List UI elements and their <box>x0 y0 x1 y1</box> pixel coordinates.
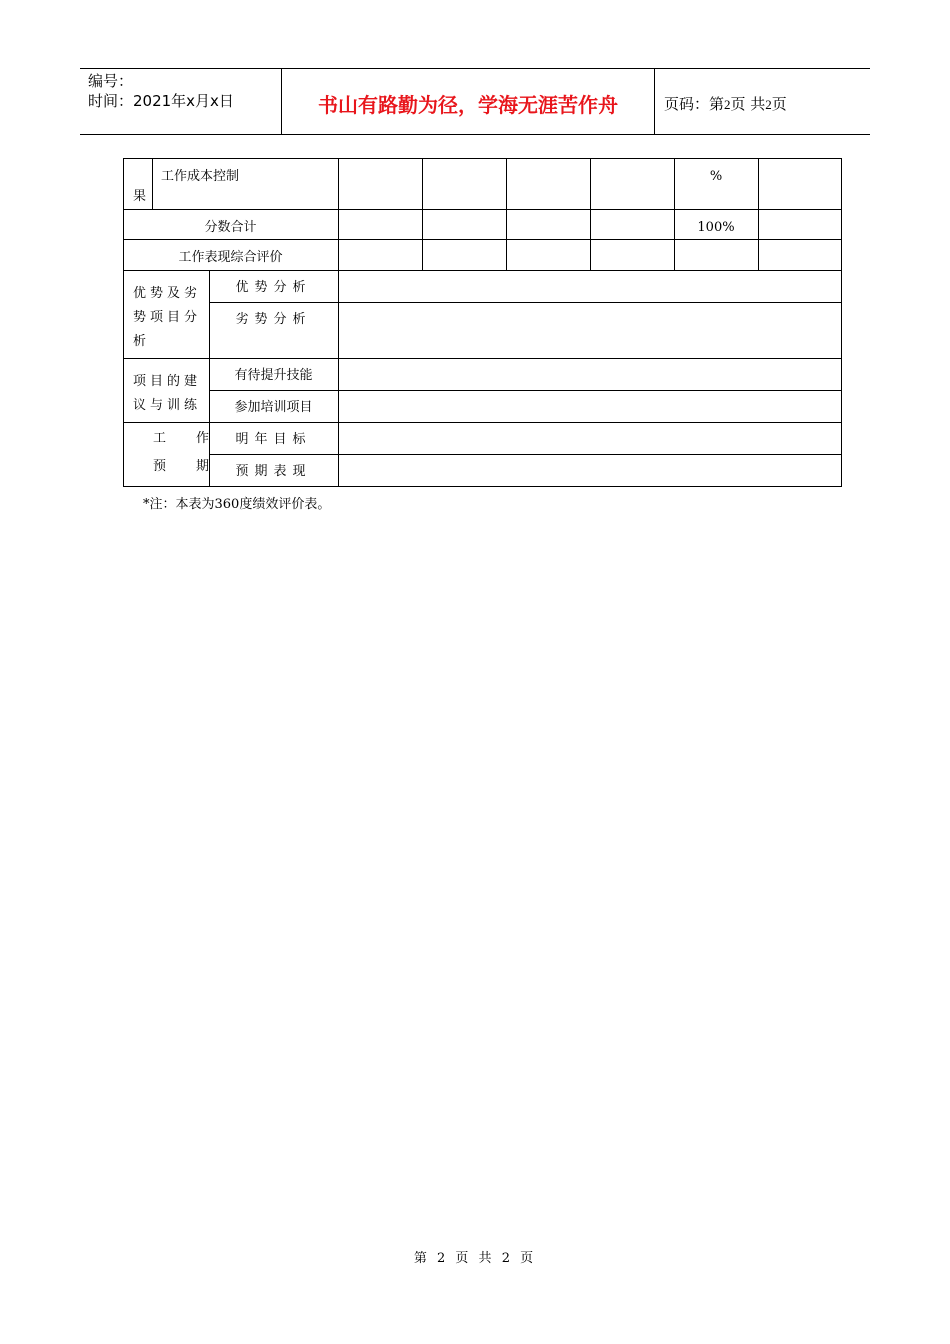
page-label-pre: 页码：第 <box>664 95 725 113</box>
strength-weakness-section-label: 优势及劣势项目分析 <box>133 286 202 349</box>
table-rule <box>841 158 842 487</box>
weakness-analysis-label: 劣势分析 <box>235 312 312 327</box>
next-year-goals-label: 明年目标 <box>235 432 312 447</box>
header-motto: 书山有路勤为径，学海无涯苦作舟 <box>318 93 618 117</box>
evaluation-table <box>123 158 842 487</box>
table-rule <box>338 158 339 270</box>
table-rule <box>209 302 842 303</box>
table-rule <box>422 158 423 270</box>
training-projects-label: 参加培训项目 <box>234 400 313 415</box>
cost-control-label: 工作成本控制 <box>161 169 240 184</box>
suggestion-section-label: 项目的建议与训练 <box>133 374 202 413</box>
work-expectation-label-line2: 预期 <box>153 459 240 474</box>
table-rule <box>758 158 759 270</box>
page-current-number: 2 <box>724 97 731 112</box>
table-rule <box>123 486 842 487</box>
header-meta <box>88 71 234 111</box>
table-rule <box>209 454 842 455</box>
strength-analysis-label: 优势分析 <box>235 280 312 295</box>
table-rule <box>123 422 842 423</box>
table-rule <box>209 390 842 391</box>
header-page-indicator <box>664 93 787 114</box>
table-rule <box>123 158 842 159</box>
results-section-label: 果 <box>133 189 147 204</box>
page-label-post: 页 <box>771 95 787 113</box>
page-label-mid: 页 共 <box>730 95 766 113</box>
skills-to-improve-label: 有待提升技能 <box>234 368 313 383</box>
table-rule <box>152 158 153 209</box>
table-rule <box>338 270 339 486</box>
page-total-number: 2 <box>765 97 772 112</box>
score-total-weight: 100% <box>697 220 735 235</box>
work-expectation-label-line1: 工作 <box>153 431 240 446</box>
header-divider <box>654 69 655 134</box>
table-note: *注：本表为360度绩效评价表。 <box>143 497 331 512</box>
table-rule <box>123 358 842 359</box>
table-rule <box>123 209 842 210</box>
table-rule <box>506 158 507 270</box>
overall-evaluation-label: 工作表现综合评价 <box>178 250 283 265</box>
document-date-label: 时间：2021年x月x日 <box>88 92 234 110</box>
cost-control-weight: % <box>709 169 723 184</box>
page-header <box>80 68 870 135</box>
table-rule <box>123 239 842 240</box>
table-rule <box>590 158 591 270</box>
expected-performance-label: 预期表现 <box>235 464 312 479</box>
table-rule <box>123 270 842 271</box>
page-footer: 第 2 页 共 2 页 <box>413 1251 537 1266</box>
score-total-label: 分数合计 <box>204 220 257 235</box>
document-number-label: 编号： <box>88 72 134 90</box>
